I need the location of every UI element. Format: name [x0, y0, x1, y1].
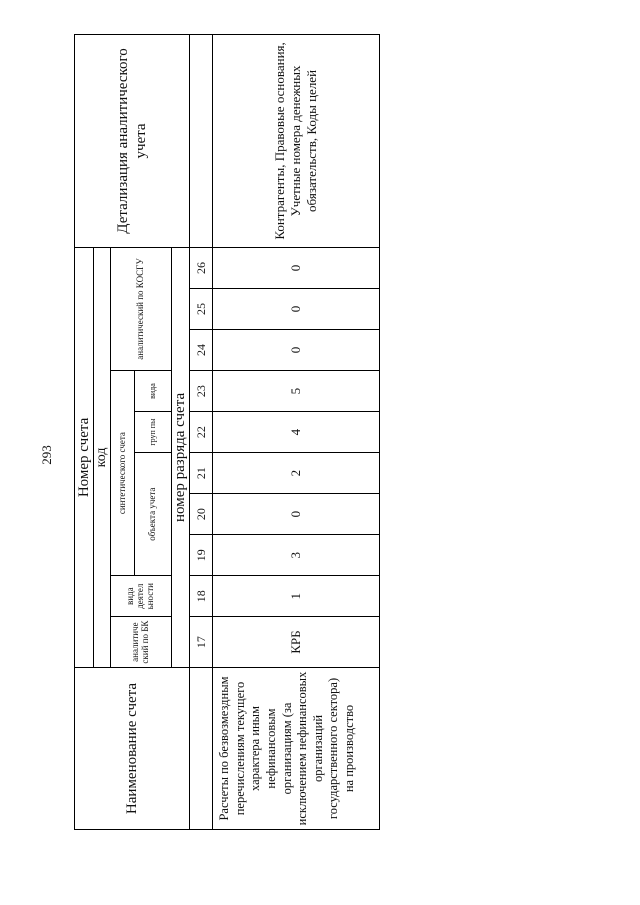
empty-cell [190, 35, 213, 248]
detail-column-header: Детализация аналитического учета [75, 35, 190, 248]
kind-header: вида [135, 371, 172, 412]
column-number: 19 [190, 535, 213, 576]
value-cell: 0 [213, 247, 380, 288]
analytic-bk-header: аналитиче ский по БК [111, 617, 172, 668]
name-column-header: Наименование счета [75, 667, 190, 829]
column-number: 25 [190, 288, 213, 329]
column-number: 24 [190, 330, 213, 371]
column-number: 18 [190, 576, 213, 617]
value-cell: 4 [213, 412, 380, 453]
value-cell: 3 [213, 535, 380, 576]
value-cell: 2 [213, 453, 380, 494]
value-cell: 0 [213, 494, 380, 535]
group-header: груп пы [135, 412, 172, 453]
razryad-header: номер разряда счета [172, 247, 190, 667]
value-cell: 0 [213, 330, 380, 371]
object-header: объекта учета [135, 453, 172, 576]
column-number: 23 [190, 371, 213, 412]
analytic-kosgu-header: аналитический по КОСГУ [111, 247, 172, 370]
detail-cell: Контрагенты, Правовые основания, Учетные номера денежных обязательств, Коды целей [213, 35, 380, 248]
kod-header: код [94, 247, 111, 667]
synthetic-account-header: синтетического счета [111, 371, 135, 576]
page-number: 293 [39, 445, 54, 465]
accounts-table-container [74, 34, 380, 830]
column-number: 26 [190, 247, 213, 288]
column-number: 20 [190, 494, 213, 535]
account-name-cell: Расчеты по безвозмездным перечислениям текущего характера иным нефинансовым организациям (за исключением нефинансовых организаций государственного сектора) на производство [213, 667, 380, 829]
column-number: 22 [190, 412, 213, 453]
account-number-header: Номер счета [75, 247, 94, 667]
column-number: 17 [190, 617, 213, 668]
empty-cell [190, 667, 213, 829]
value-cell: КРБ [213, 617, 380, 668]
value-cell: 1 [213, 576, 380, 617]
value-cell: 0 [213, 288, 380, 329]
column-number: 21 [190, 453, 213, 494]
value-cell: 5 [213, 371, 380, 412]
accounts-table [74, 34, 380, 830]
activity-type-header: вида деятел ьности [111, 576, 172, 617]
